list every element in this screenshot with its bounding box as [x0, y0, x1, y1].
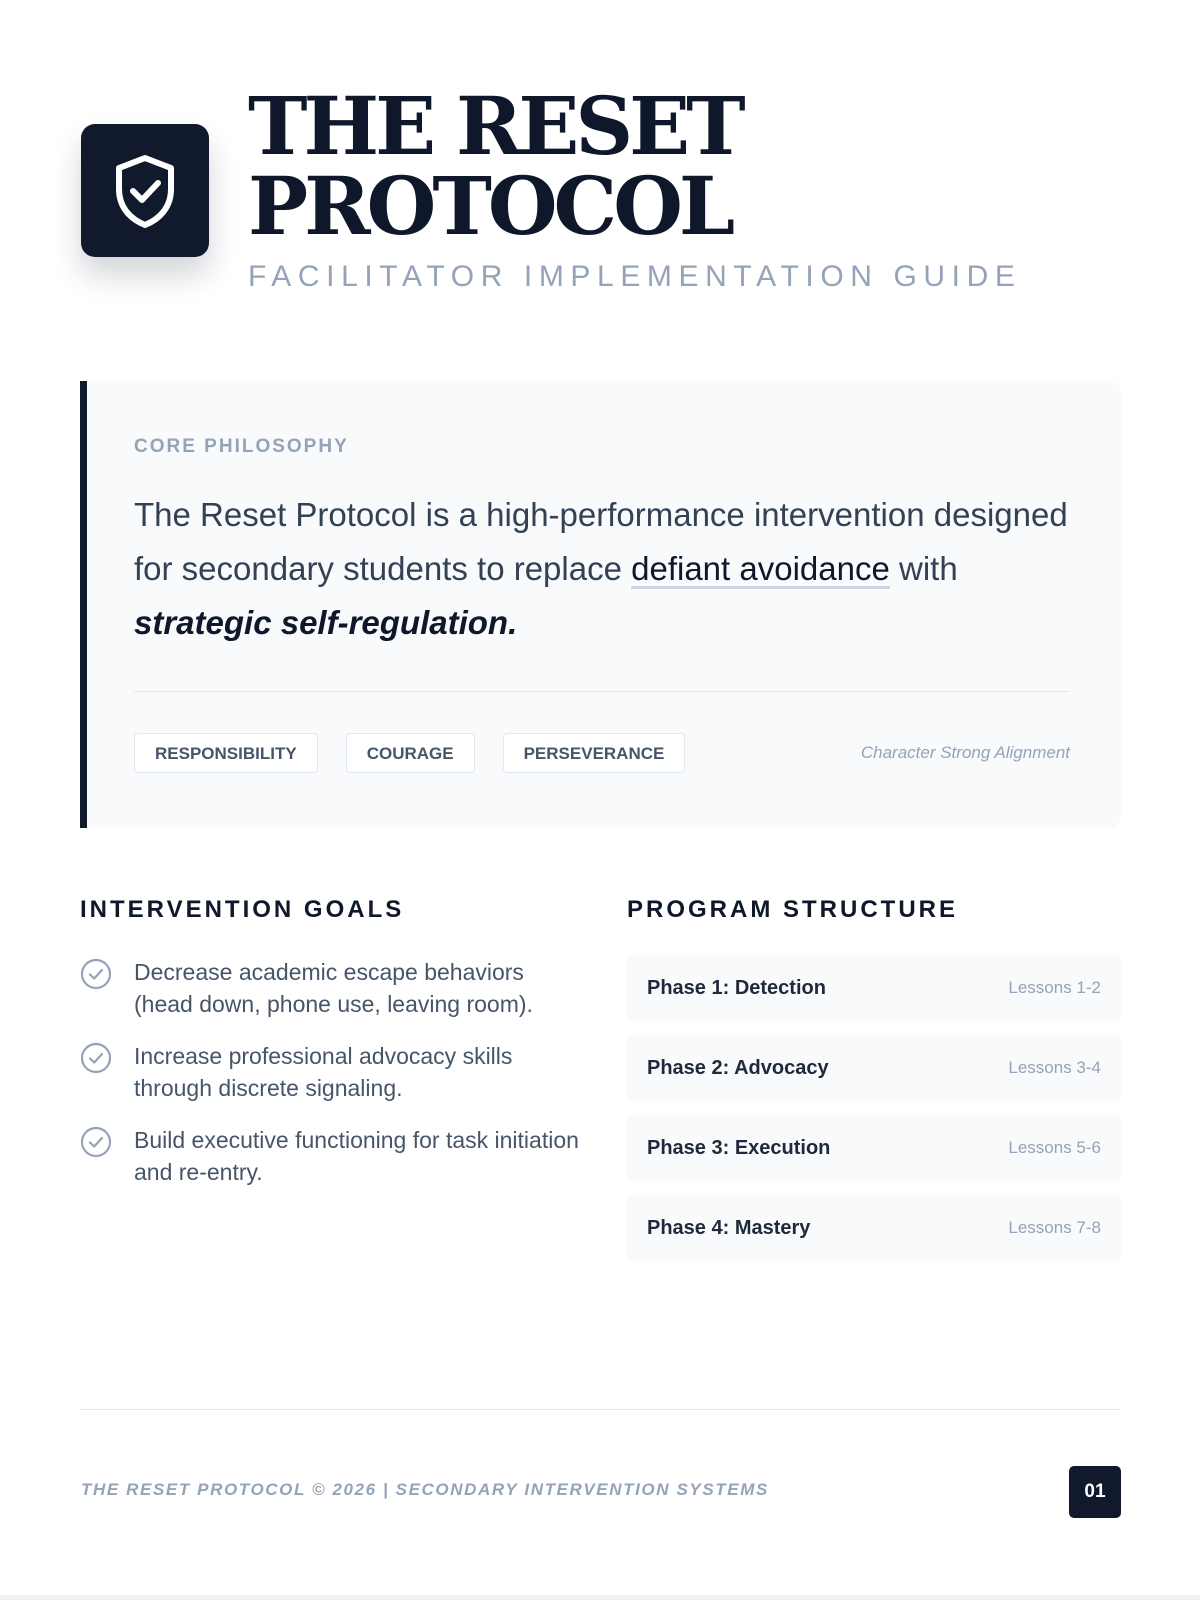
phase-row-3	[627, 1115, 1121, 1181]
phase-lessons: Lessons 3-4	[1008, 1058, 1101, 1077]
page-subtitle: FACILITATOR IMPLEMENTATION GUIDE	[248, 260, 1022, 293]
phase-lessons: Lessons 5-6	[1008, 1138, 1101, 1157]
phase-row-2	[627, 1035, 1121, 1101]
philosophy-text-middle: with	[889, 550, 958, 587]
footer-text: THE RESET PROTOCOL © 2026 | SECONDARY INTERVENTION SYSTEMS	[81, 1480, 769, 1499]
page-number-badge: 01	[1069, 1466, 1121, 1518]
footer-divider	[80, 1409, 1121, 1410]
check-circle-icon	[80, 1126, 112, 1158]
goal-item	[80, 956, 580, 1020]
goal-text: Increase professional advocacy skills through discrete signaling.	[134, 1043, 513, 1101]
phase-name: Phase 2: Advocacy	[647, 1056, 829, 1079]
value-tags	[134, 733, 685, 773]
goal-item	[80, 1040, 580, 1104]
check-circle-icon	[80, 958, 112, 990]
phase-name: Phase 4: Mastery	[647, 1216, 811, 1239]
phase-lessons: Lessons 7-8	[1008, 1218, 1101, 1237]
page-title	[248, 79, 742, 253]
shield-check-icon	[112, 153, 178, 229]
title-line-2: PROTOCOL	[248, 159, 732, 253]
alignment-note: Character Strong Alignment	[860, 743, 1070, 762]
title-line-1: THE RESET	[248, 79, 742, 173]
page-bottom-edge	[0, 1595, 1200, 1600]
philosophy-emphasis: strategic self-regulation.	[134, 604, 518, 641]
phase-name: Phase 1: Detection	[647, 976, 826, 999]
structure-heading: PROGRAM STRUCTURE	[627, 896, 958, 923]
phase-lessons: Lessons 1-2	[1008, 978, 1101, 997]
phase-row-1	[627, 955, 1121, 1021]
philosophy-label: CORE PHILOSOPHY	[134, 436, 349, 457]
goal-item	[80, 1124, 580, 1188]
philosophy-divider	[134, 691, 1070, 692]
logo-badge	[81, 124, 209, 257]
goal-text: Build executive functioning for task initiation and re-entry.	[134, 1127, 579, 1185]
tag-responsibility: RESPONSIBILITY	[134, 733, 318, 773]
check-circle-icon	[80, 1042, 112, 1074]
philosophy-underlined-phrase: defiant avoidance	[631, 550, 890, 587]
phase-list	[627, 955, 1121, 1275]
goals-list	[80, 956, 580, 1208]
phase-row-4	[627, 1195, 1121, 1261]
tag-perseverance: PERSEVERANCE	[503, 733, 686, 773]
philosophy-text-start: The Reset Protocol is a high-performance intervention designed for secondary students to replace	[134, 496, 1068, 587]
goal-text: Decrease academic escape behaviors (head down, phone use, leaving room).	[134, 959, 533, 1017]
philosophy-statement	[134, 488, 1074, 650]
phase-name: Phase 3: Execution	[647, 1136, 831, 1159]
tag-courage: COURAGE	[346, 733, 475, 773]
goals-heading: INTERVENTION GOALS	[80, 896, 405, 923]
